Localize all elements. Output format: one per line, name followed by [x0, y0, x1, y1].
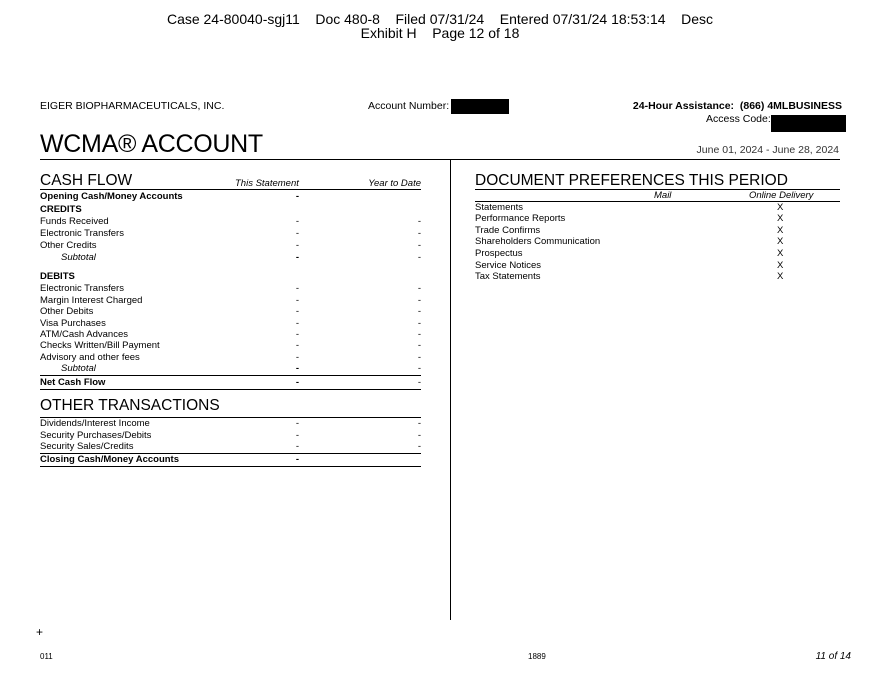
col-year-to-date: Year to Date	[368, 178, 421, 189]
debit-row: Advisory and other fees - -	[40, 352, 421, 363]
net-cash-flow-bottom-rule	[40, 389, 421, 390]
case-header	[0, 12, 880, 40]
doc-pref-row: Tax Statements X	[475, 271, 784, 282]
closing-bottom-rule	[40, 466, 421, 467]
cash-flow-rule	[40, 189, 421, 190]
doc-pref-row: Statements X	[475, 202, 784, 213]
credit-row: Electronic Transfers - -	[40, 228, 421, 239]
opening-balance-row: Opening Cash/Money Accounts -	[40, 191, 300, 202]
case-header-line2: Exhibit H Page 12 of 18	[360, 25, 520, 41]
net-cash-flow-top-rule	[40, 375, 421, 376]
debits-subtotal-row: Subtotal - -	[61, 363, 421, 374]
col-this-statement: This Statement	[235, 178, 299, 189]
header-divider	[40, 159, 840, 160]
debits-heading: DEBITS	[40, 271, 75, 282]
access-code-redaction	[771, 115, 846, 132]
credit-row: Funds Received - -	[40, 216, 421, 227]
net-cash-flow-row: Net Cash Flow - -	[40, 377, 421, 388]
column-divider	[450, 160, 451, 620]
closing-balance-row: Closing Cash/Money Accounts -	[40, 454, 300, 465]
footer-left-code: 011	[40, 652, 53, 661]
debit-row: Electronic Transfers - -	[40, 283, 421, 294]
other-transactions-title: OTHER TRANSACTIONS	[40, 397, 220, 414]
credits-heading: CREDITS	[40, 204, 82, 215]
footer-center-code: 1889	[528, 652, 546, 661]
doc-pref-row: Trade Confirms X	[475, 225, 784, 236]
debit-row: Margin Interest Charged - -	[40, 295, 421, 306]
credit-row: Other Credits - -	[40, 240, 421, 251]
assistance-phone: 24-Hour Assistance: (866) 4MLBUSINESS	[632, 100, 842, 112]
cash-flow-title: CASH FLOW	[40, 172, 133, 189]
doc-pref-row: Service Notices X	[475, 260, 784, 271]
access-code-label: Access Code:	[706, 113, 771, 125]
plus-mark: +	[36, 625, 44, 639]
other-transaction-row: Dividends/Interest Income - -	[40, 418, 421, 429]
doc-pref-row: Shareholders Communication X	[475, 236, 784, 247]
company-name: EIGER BIOPHARMACEUTICALS, INC.	[40, 100, 225, 112]
account-number-label: Account Number:	[368, 100, 450, 112]
doc-pref-row: Performance Reports X	[475, 213, 784, 224]
account-title: WCMA® ACCOUNT	[40, 130, 263, 158]
col-online-delivery: Online Delivery	[749, 190, 814, 201]
doc-pref-row: Prospectus X	[475, 248, 784, 259]
other-transaction-row: Security Sales/Credits - -	[40, 441, 421, 452]
col-mail: Mail	[654, 190, 672, 201]
debit-row: Checks Written/Bill Payment - -	[40, 340, 421, 351]
account-number-redaction	[451, 99, 509, 114]
debit-row: Other Debits - -	[40, 306, 421, 317]
other-transaction-row: Security Purchases/Debits - -	[40, 430, 421, 441]
debit-row: Visa Purchases - -	[40, 318, 421, 329]
case-header-line1: Case 24-80040-sgj11 Doc 480-8 Filed 07/31/24 Entered 07/31/24 18:53:14 Desc	[166, 11, 714, 27]
statement-period: June 01, 2024 - June 28, 2024	[696, 144, 839, 156]
page-number: 11 of 14	[815, 651, 851, 662]
doc-prefs-title: DOCUMENT PREFERENCES THIS PERIOD	[475, 172, 788, 189]
credits-subtotal-row: Subtotal - -	[61, 252, 421, 263]
debit-row: ATM/Cash Advances - -	[40, 329, 421, 340]
